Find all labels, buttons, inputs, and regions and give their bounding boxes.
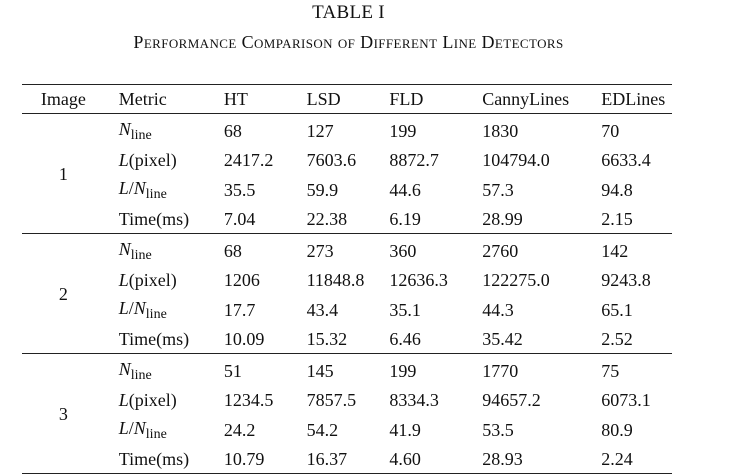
metric-symbol: L <box>118 150 129 170</box>
value-cell-lsd: 127 <box>306 120 334 141</box>
metric-cell <box>105 174 224 205</box>
value-cell-cannylines: 94657.2 <box>482 390 541 410</box>
image-id-cell: 1 <box>58 164 68 184</box>
metric-cell <box>105 205 224 234</box>
value-cell-ht: 17.7 <box>223 299 256 320</box>
value-cell-edlines: 2.52 <box>601 329 633 349</box>
value-cell-lsd: 145 <box>306 360 334 381</box>
table-row <box>22 354 672 387</box>
metric-slash: / <box>128 418 134 438</box>
value-cell-ht: 1234.5 <box>223 390 274 410</box>
image-group-1 <box>22 114 672 234</box>
image-group-2 <box>22 234 672 354</box>
metric-cell <box>105 354 224 387</box>
value-cell-fld: 6.46 <box>389 329 421 349</box>
value-cell-edlines: 70 <box>601 120 620 141</box>
value-cell-lsd: 22.38 <box>306 209 348 229</box>
metric-symbol: L <box>118 178 129 198</box>
metric-text: Time(ms) <box>118 449 190 469</box>
value-cell-ht: 7.04 <box>223 209 256 229</box>
metric-text: Time(ms) <box>118 329 190 349</box>
table-row <box>22 174 672 205</box>
value-cell-lsd: 7857.5 <box>306 390 357 410</box>
metric-cell <box>105 234 224 267</box>
metric-cell <box>105 294 224 325</box>
value-cell-cannylines: 28.99 <box>482 209 523 229</box>
table-row <box>22 445 672 474</box>
table-title: Performance Comparison of Different Line Detectors <box>133 32 564 52</box>
value-cell-edlines: 6633.4 <box>601 150 651 170</box>
metric-symbol: L <box>118 270 129 290</box>
metric-slash: / <box>128 178 134 198</box>
metric-unit: (pixel) <box>128 270 177 290</box>
metric-subscript: line <box>130 368 152 383</box>
metric-subscript: line <box>130 248 152 263</box>
table-label: TABLE I <box>312 2 385 23</box>
value-cell-lsd: 59.9 <box>306 179 339 200</box>
table-row <box>22 325 672 354</box>
image-id-cell: 2 <box>58 284 68 304</box>
metric-symbol-2: N <box>133 178 146 198</box>
header-cannylines: CannyLines <box>482 89 570 109</box>
table-row <box>22 414 672 445</box>
value-cell-edlines: 2.24 <box>601 449 633 469</box>
header-image: Image <box>40 89 86 109</box>
value-cell-lsd: 15.32 <box>306 329 348 349</box>
value-cell-fld: 360 <box>389 240 417 261</box>
table-row <box>22 294 672 325</box>
metric-unit: (pixel) <box>128 390 177 410</box>
table-header <box>22 85 672 114</box>
metric-cell <box>105 386 224 414</box>
metric-symbol-2: N <box>133 298 146 318</box>
table-row <box>22 146 672 174</box>
value-cell-lsd: 43.4 <box>306 299 339 320</box>
value-cell-edlines: 9243.8 <box>601 270 651 290</box>
metric-symbol: N <box>118 239 131 259</box>
value-cell-ht: 51 <box>223 360 242 381</box>
metric-symbol: L <box>118 298 129 318</box>
metric-symbol-2: N <box>133 418 146 438</box>
image-group-3 <box>22 354 672 474</box>
metric-subscript: line <box>145 307 167 322</box>
value-cell-edlines: 80.9 <box>601 419 633 440</box>
metric-unit: (pixel) <box>128 150 177 170</box>
value-cell-edlines: 6073.1 <box>601 390 651 410</box>
table-row <box>22 266 672 294</box>
value-cell-cannylines: 53.5 <box>482 419 514 440</box>
value-cell-fld: 44.6 <box>389 179 421 200</box>
value-cell-ht: 10.79 <box>223 449 265 469</box>
value-cell-ht: 24.2 <box>223 419 256 440</box>
value-cell-edlines: 94.8 <box>601 179 633 200</box>
value-cell-cannylines: 28.93 <box>482 449 523 469</box>
header-ht: HT <box>223 89 248 109</box>
value-cell-cannylines: 44.3 <box>482 299 514 320</box>
value-cell-ht: 35.5 <box>223 179 256 200</box>
value-cell-cannylines: 1770 <box>482 360 519 381</box>
metric-cell <box>105 325 224 354</box>
header-metric: Metric <box>118 89 167 109</box>
value-cell-cannylines: 104794.0 <box>482 150 550 170</box>
value-cell-fld: 12636.3 <box>389 270 448 290</box>
table-row <box>22 114 672 147</box>
metric-slash: / <box>128 298 134 318</box>
table-row <box>22 386 672 414</box>
table-row <box>22 234 672 267</box>
value-cell-edlines: 142 <box>601 240 629 261</box>
table-row <box>22 205 672 234</box>
value-cell-cannylines: 35.42 <box>482 329 523 349</box>
image-id-cell: 3 <box>58 404 68 424</box>
value-cell-ht: 10.09 <box>223 329 265 349</box>
value-cell-ht: 2417.2 <box>223 150 274 170</box>
value-cell-cannylines: 2760 <box>482 240 519 261</box>
metric-cell <box>105 445 224 474</box>
metric-subscript: line <box>145 187 167 202</box>
metric-symbol: L <box>118 418 129 438</box>
value-cell-fld: 8872.7 <box>389 150 439 170</box>
metric-subscript: line <box>145 427 167 442</box>
value-cell-fld: 35.1 <box>389 299 421 320</box>
value-cell-fld: 6.19 <box>389 209 421 229</box>
value-cell-ht: 1206 <box>223 270 260 290</box>
value-cell-lsd: 7603.6 <box>306 150 357 170</box>
value-cell-fld: 4.60 <box>389 449 421 469</box>
value-cell-fld: 8334.3 <box>389 390 439 410</box>
value-cell-cannylines: 57.3 <box>482 179 514 200</box>
metric-text: Time(ms) <box>118 209 190 229</box>
value-cell-cannylines: 122275.0 <box>482 270 550 290</box>
value-cell-lsd: 273 <box>306 240 334 261</box>
metric-symbol: N <box>118 359 131 379</box>
value-cell-fld: 199 <box>389 360 417 381</box>
header-lsd: LSD <box>306 89 341 109</box>
value-cell-edlines: 75 <box>601 360 620 381</box>
header-fld: FLD <box>389 89 424 109</box>
metric-symbol: N <box>118 119 131 139</box>
value-cell-lsd: 16.37 <box>306 449 348 469</box>
value-cell-edlines: 65.1 <box>601 299 633 320</box>
value-cell-fld: 41.9 <box>389 419 421 440</box>
value-cell-lsd: 54.2 <box>306 419 339 440</box>
performance-table <box>22 84 672 474</box>
metric-cell <box>105 146 224 174</box>
value-cell-fld: 199 <box>389 120 417 141</box>
metric-subscript: line <box>130 128 152 143</box>
value-cell-edlines: 2.15 <box>601 209 633 229</box>
value-cell-ht: 68 <box>223 240 242 261</box>
value-cell-ht: 68 <box>223 120 242 141</box>
value-cell-lsd: 11848.8 <box>306 270 365 290</box>
value-cell-cannylines: 1830 <box>482 120 519 141</box>
header-edlines: EDLines <box>601 89 666 109</box>
metric-cell <box>105 266 224 294</box>
header-row <box>22 85 672 114</box>
metric-symbol: L <box>118 390 129 410</box>
metric-cell <box>105 114 224 147</box>
metric-cell <box>105 414 224 445</box>
